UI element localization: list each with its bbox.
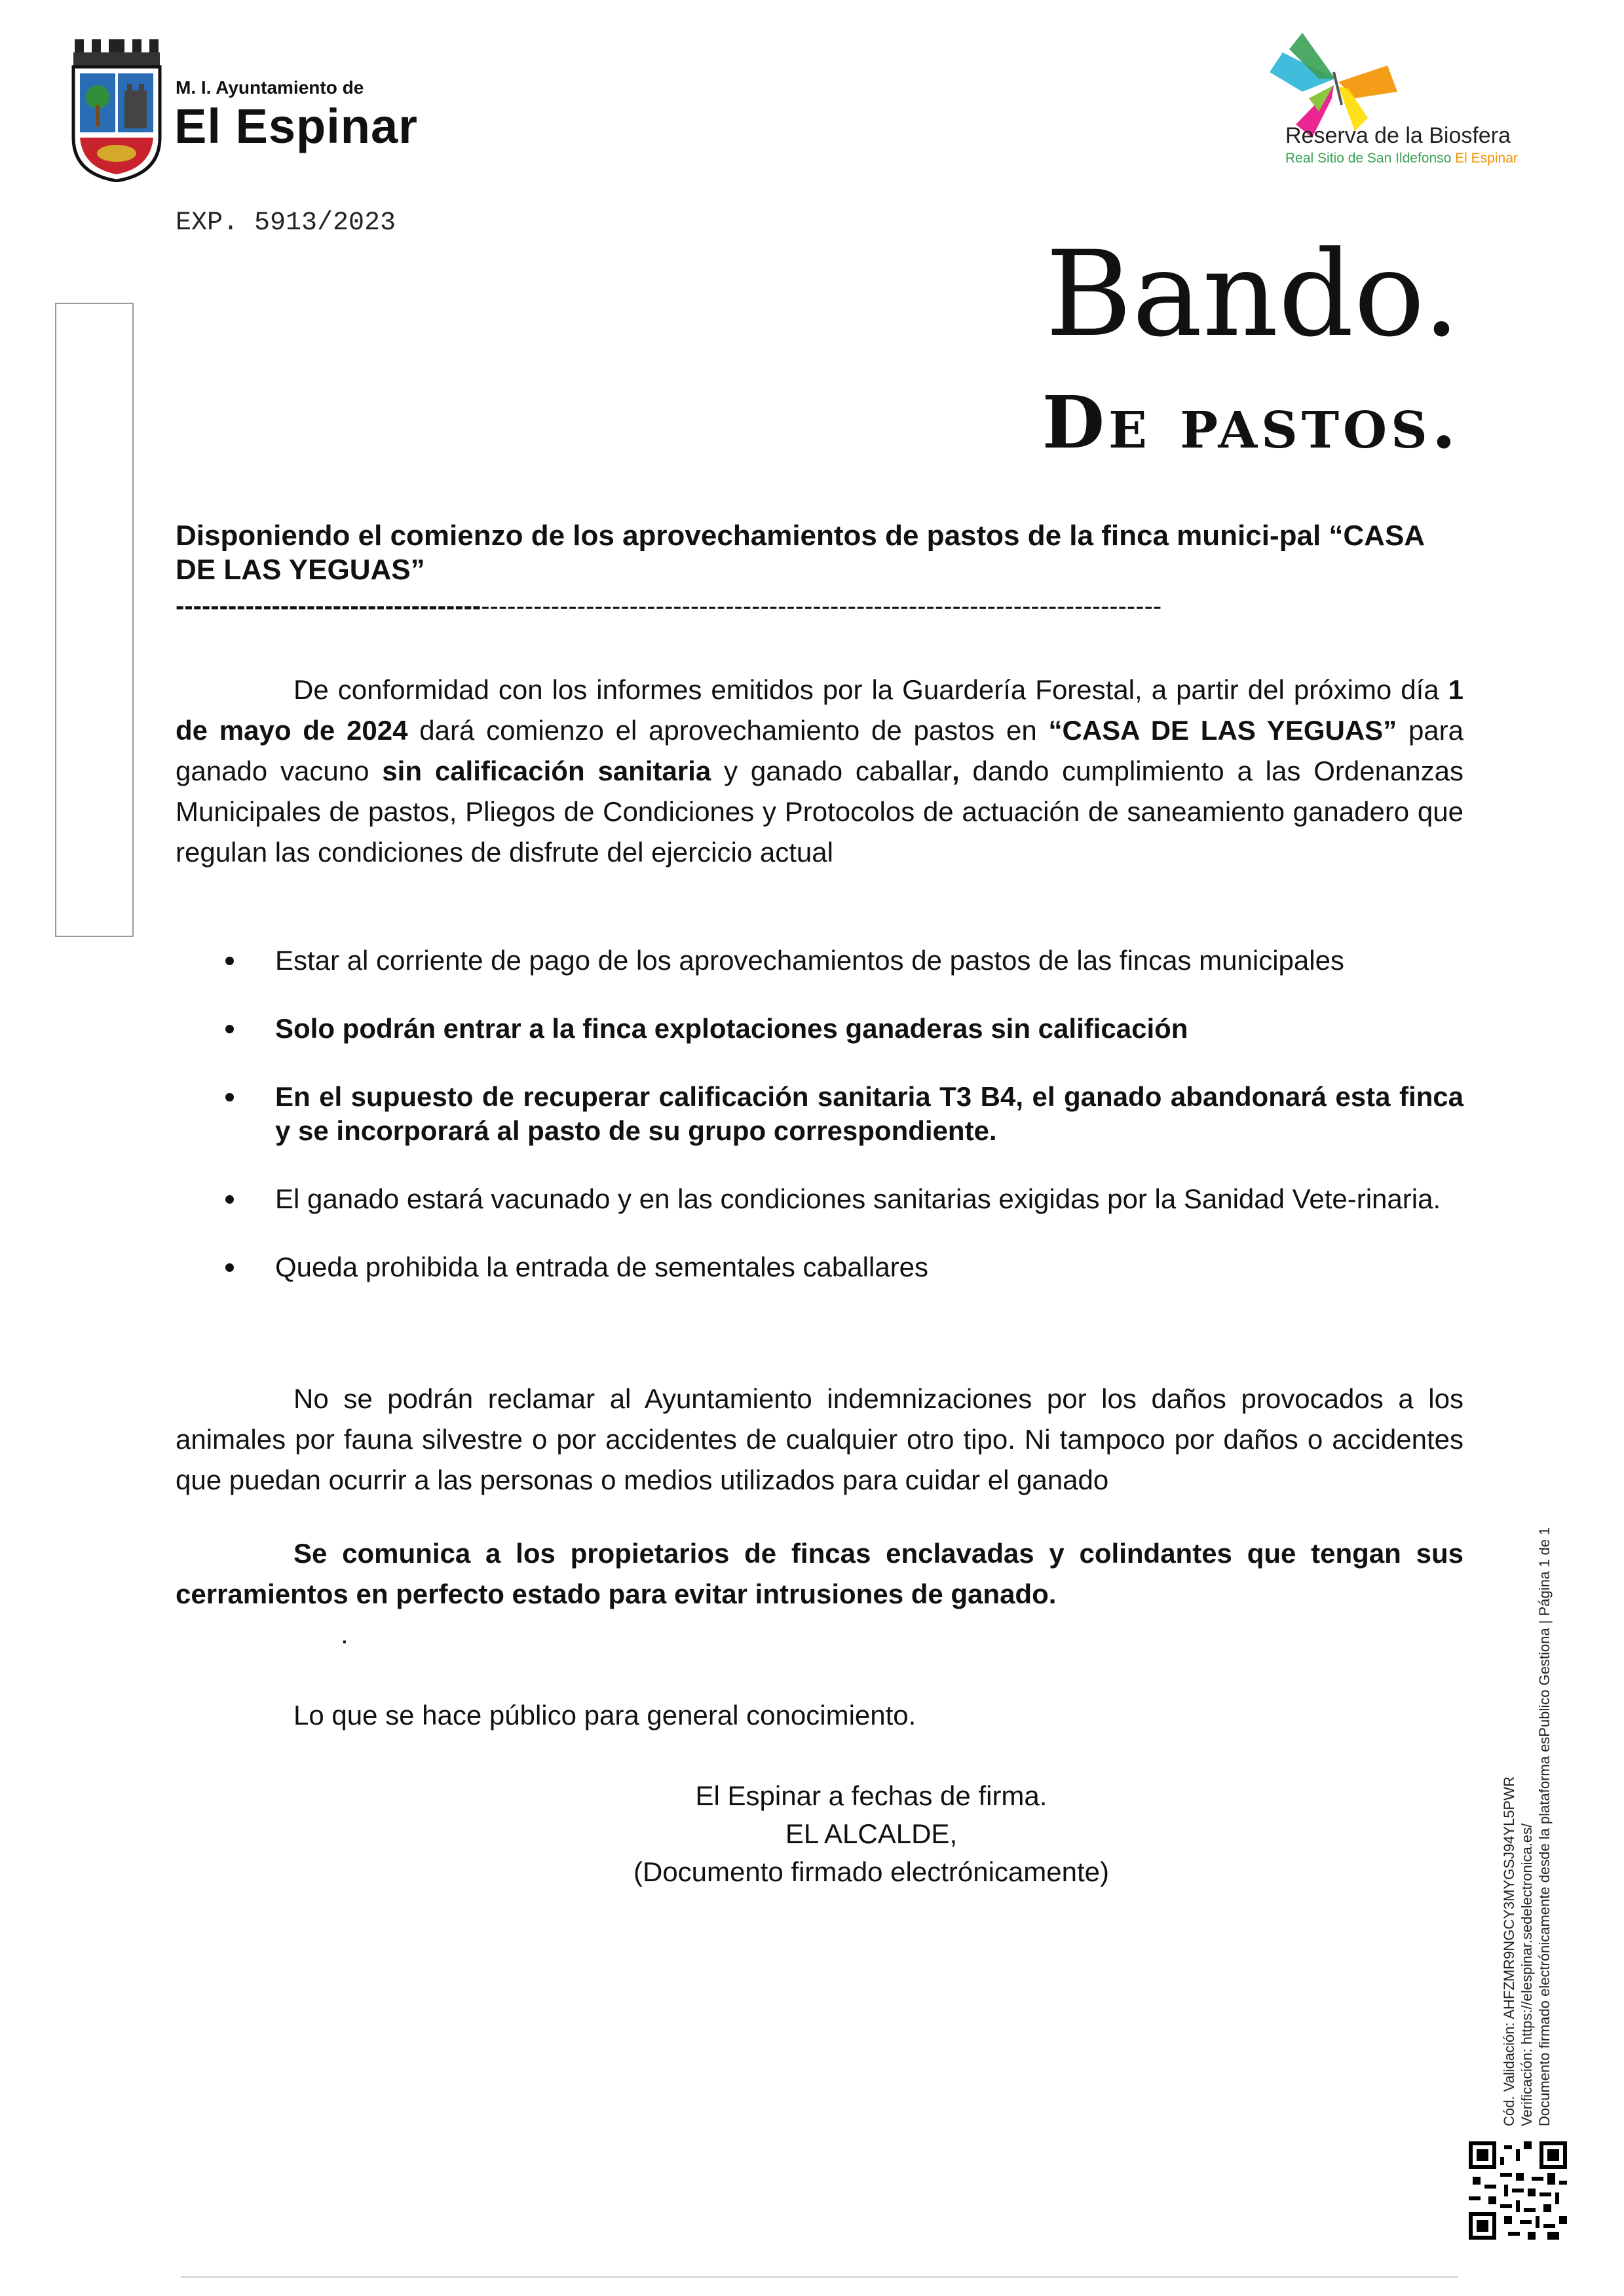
list-item-text: El ganado estará vacunado y en las condiciones sanitarias exigidas por la Sanidad Vete-rinaria. bbox=[275, 1183, 1441, 1214]
bullet-icon bbox=[225, 1195, 234, 1204]
list-item bbox=[176, 1182, 1463, 1216]
signature-note: (Documento firmado electrónicamente) bbox=[633, 1856, 1109, 1887]
expediente-number: EXP. 5913/2023 bbox=[176, 208, 396, 238]
separator-light: ------------------------------------------------------------------------------ bbox=[481, 592, 1162, 621]
verification-url: Verificación: https://elespinar.sedelectronica.es/ bbox=[1519, 1823, 1535, 2126]
list-item bbox=[176, 1080, 1463, 1148]
page-subtitle: De pastos. bbox=[1042, 380, 1460, 465]
municipality-name: El Espinar bbox=[174, 99, 418, 153]
separator-line bbox=[176, 591, 1446, 621]
footer-divider bbox=[181, 2276, 1458, 2278]
bullet-icon bbox=[225, 957, 234, 965]
qr-code-icon bbox=[1469, 2141, 1567, 2240]
margin-box bbox=[55, 303, 134, 937]
list-item bbox=[176, 1012, 1463, 1046]
bullet-icon bbox=[225, 1025, 234, 1033]
text-run: dando cumplimiento a las Ordenanzas Municipales de pastos, Pliegos de Condiciones y Protocolos de actuación de saneamiento ganadero que regulan las condiciones de disfrute del ejercicio actual bbox=[176, 756, 1464, 868]
paragraph-intro bbox=[176, 670, 1463, 873]
conditions-list bbox=[176, 944, 1463, 1318]
text-run: y ganado caballar bbox=[711, 756, 953, 786]
bullet-icon bbox=[225, 1093, 234, 1101]
signature-role: EL ALCALDE, bbox=[785, 1818, 958, 1849]
paragraph-notice: Se comunica a los propietarios de fincas enclavadas y colindantes que tengan sus cerramientos en perfecto estado para evitar intrusiones de ganado. bbox=[176, 1538, 1463, 1609]
paragraph-indemnity: No se podrán reclamar al Ayuntamiento indemnizaciones por los daños provocados a los animales por fauna silvestre o por accidentes de cualquier otro tipo. Ni tampoco por daños o accidentes que puedan ocurrir a las personas o medios utilizados para cuidar el ganado bbox=[176, 1383, 1463, 1495]
validation-code: Cód. Validación: AHFZMR9NGCY3MYGSJ94YL5PWR bbox=[1501, 1776, 1517, 2126]
verification-block bbox=[1500, 1527, 1553, 2126]
biosphere-title: Reserva de la Biosfera bbox=[1285, 123, 1511, 148]
paragraph-public: Lo que se hace público para general conocimiento. bbox=[293, 1700, 916, 1731]
list-item-text: Queda prohibida la entrada de sementales caballares bbox=[275, 1252, 928, 1282]
signature-platform-note: Documento firmado electrónicamente desde la plataforma esPublico Gestiona | Página 1 de 1 bbox=[1536, 1527, 1553, 2126]
bold-calificacion: sin calificación sanitaria bbox=[382, 756, 711, 786]
biosphere-subtitle-part-b: El Espinar bbox=[1455, 151, 1518, 166]
page-title: Bando. bbox=[1045, 226, 1460, 363]
separator-bold: ----------------------------------- bbox=[176, 592, 482, 621]
list-item-text: Estar al corriente de pago de los aprovechamientos de pastos de las fincas municipales bbox=[275, 945, 1344, 976]
bold-date: 1 de mayo de 2024 bbox=[176, 674, 1463, 746]
stray-dot: . bbox=[341, 1618, 349, 1649]
bold-finca-name: “CASA DE LAS YEGUAS” bbox=[1048, 715, 1397, 746]
bullet-icon bbox=[225, 1263, 234, 1272]
list-item-text: Solo podrán entrar a la finca explotaciones ganaderas sin calificación bbox=[275, 1013, 1188, 1044]
list-item bbox=[176, 1250, 1463, 1284]
biosphere-subtitle-part-a: Real Sitio de San Ildefonso bbox=[1285, 151, 1456, 166]
list-item bbox=[176, 944, 1463, 978]
bold-comma: , bbox=[952, 756, 960, 786]
signature-place-date: El Espinar a fechas de firma. bbox=[695, 1780, 1048, 1811]
list-item-text: En el supuesto de recuperar calificación sanitaria T3 B4, el ganado abandonará esta finca y se incorporará al pasto de su grupo correspondiente. bbox=[275, 1081, 1463, 1146]
text-run: dará comienzo el aprovechamiento de pastos en bbox=[407, 715, 1049, 746]
biosphere-subtitle bbox=[1285, 151, 1518, 166]
text-run: para ganado vacuno bbox=[176, 715, 1464, 786]
section-heading: Disponiendo el comienzo de los aprovechamientos de pastos de la finca munici-pal “CASA DE LAS YEGUAS” bbox=[176, 520, 1424, 586]
municipality-small-text: M. I. Ayuntamiento de bbox=[176, 77, 364, 98]
coat-of-arms-logo bbox=[71, 39, 162, 182]
text-run: De conformidad con los informes emitidos por la Guardería Forestal, a partir del próximo día bbox=[293, 674, 1448, 705]
